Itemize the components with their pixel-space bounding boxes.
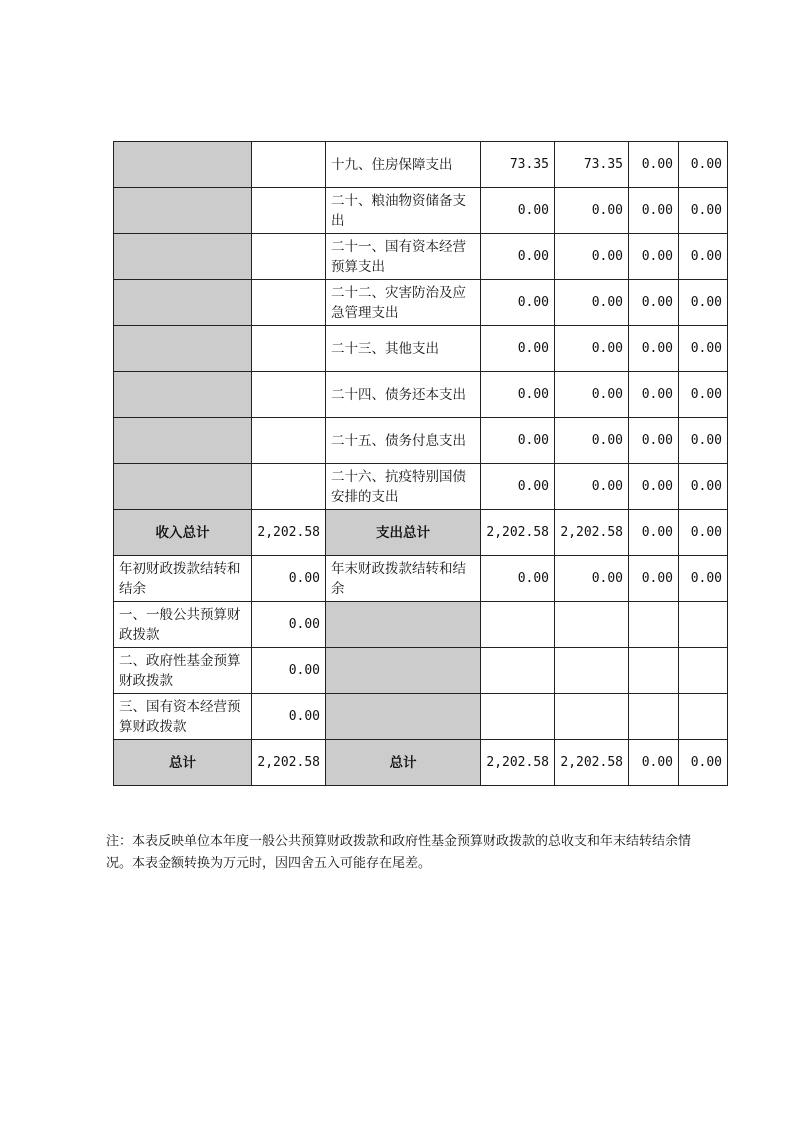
empty-cell xyxy=(629,602,679,648)
expense-item: 二十、粮油物资储备支出 xyxy=(326,188,481,234)
expense-total: 0.00 xyxy=(481,280,555,326)
expense-state: 0.00 xyxy=(679,510,728,556)
expense-state: 0.00 xyxy=(679,326,728,372)
empty-cell xyxy=(481,602,555,648)
expense-general: 73.35 xyxy=(555,142,629,188)
closing-carryover-label: 年末财政拨款结转和结余 xyxy=(326,556,481,602)
empty-income-value-cell xyxy=(252,326,326,372)
empty-cell xyxy=(555,694,629,740)
empty-income-value-cell xyxy=(252,234,326,280)
expense-fund: 0.00 xyxy=(629,234,679,280)
expense-general: 0.00 xyxy=(555,418,629,464)
expense-state: 0.00 xyxy=(679,740,728,786)
expense-general: 0.00 xyxy=(555,464,629,510)
expense-item: 二十三、其他支出 xyxy=(326,326,481,372)
empty-cell xyxy=(679,694,728,740)
expense-state: 0.00 xyxy=(679,464,728,510)
table-row xyxy=(114,372,728,418)
empty-expense-cell xyxy=(326,648,481,694)
expense-total: 0.00 xyxy=(481,372,555,418)
expense-fund: 0.00 xyxy=(629,556,679,602)
table-row xyxy=(114,326,728,372)
income-breakdown-value: 0.00 xyxy=(252,602,326,648)
grand-income-value: 2,202.58 xyxy=(252,740,326,786)
empty-cell xyxy=(555,648,629,694)
expense-total: 2,202.58 xyxy=(481,510,555,556)
grand-total-row xyxy=(114,740,728,786)
expense-total: 0.00 xyxy=(481,234,555,280)
expense-item: 二十二、灾害防治及应急管理支出 xyxy=(326,280,481,326)
expense-state: 0.00 xyxy=(679,280,728,326)
table-row xyxy=(114,280,728,326)
income-breakdown-label: 一、一般公共预算财政拨款 xyxy=(114,602,252,648)
table-row xyxy=(114,234,728,280)
expense-fund: 0.00 xyxy=(629,326,679,372)
empty-income-value-cell xyxy=(252,280,326,326)
expense-total: 0.00 xyxy=(481,556,555,602)
empty-cell xyxy=(481,648,555,694)
opening-carryover-value: 0.00 xyxy=(252,556,326,602)
income-breakdown-value: 0.00 xyxy=(252,694,326,740)
expense-fund: 0.00 xyxy=(629,418,679,464)
budget-table xyxy=(113,141,728,786)
expense-state: 0.00 xyxy=(679,556,728,602)
empty-cell xyxy=(629,648,679,694)
table-row xyxy=(114,648,728,694)
expense-general: 2,202.58 xyxy=(555,740,629,786)
expense-item: 二十五、债务付息支出 xyxy=(326,418,481,464)
expense-general: 0.00 xyxy=(555,280,629,326)
expense-fund: 0.00 xyxy=(629,372,679,418)
empty-income-cell xyxy=(114,464,252,510)
empty-income-value-cell xyxy=(252,188,326,234)
expense-general: 2,202.58 xyxy=(555,510,629,556)
expense-fund: 0.00 xyxy=(629,280,679,326)
empty-cell xyxy=(555,602,629,648)
expense-fund: 0.00 xyxy=(629,740,679,786)
expense-item: 二十六、抗疫特别国债安排的支出 xyxy=(326,464,481,510)
table-row xyxy=(114,694,728,740)
grand-expense-label: 总计 xyxy=(326,740,481,786)
expense-item: 十九、住房保障支出 xyxy=(326,142,481,188)
expense-state: 0.00 xyxy=(679,142,728,188)
expense-fund: 0.00 xyxy=(629,142,679,188)
expense-total: 2,202.58 xyxy=(481,740,555,786)
table-row xyxy=(114,464,728,510)
empty-cell xyxy=(679,602,728,648)
table-row xyxy=(114,188,728,234)
expense-general: 0.00 xyxy=(555,234,629,280)
expense-state: 0.00 xyxy=(679,234,728,280)
empty-income-cell xyxy=(114,188,252,234)
expense-total: 73.35 xyxy=(481,142,555,188)
expense-general: 0.00 xyxy=(555,326,629,372)
expense-total: 0.00 xyxy=(481,464,555,510)
income-breakdown-label: 二、政府性基金预算财政拨款 xyxy=(114,648,252,694)
empty-income-value-cell xyxy=(252,142,326,188)
empty-income-cell xyxy=(114,326,252,372)
expense-item: 二十四、债务还本支出 xyxy=(326,372,481,418)
empty-cell xyxy=(481,694,555,740)
empty-income-cell xyxy=(114,280,252,326)
empty-income-cell xyxy=(114,234,252,280)
expense-general: 0.00 xyxy=(555,372,629,418)
empty-income-cell xyxy=(114,418,252,464)
empty-income-value-cell xyxy=(252,418,326,464)
expense-total: 0.00 xyxy=(481,188,555,234)
expense-item: 二十一、国有资本经营预算支出 xyxy=(326,234,481,280)
empty-income-value-cell xyxy=(252,464,326,510)
expense-fund: 0.00 xyxy=(629,464,679,510)
table-row xyxy=(114,418,728,464)
empty-cell xyxy=(629,694,679,740)
expense-total: 0.00 xyxy=(481,418,555,464)
empty-income-value-cell xyxy=(252,372,326,418)
table-note: 注：本表反映单位本年度一般公共预算财政拨款和政府性基金预算财政拨款的总收支和年末结转结余情况。本表金额转换为万元时，因四舍五入可能存在尾差。 xyxy=(106,834,692,871)
expense-fund: 0.00 xyxy=(629,510,679,556)
table-row xyxy=(114,602,728,648)
expense-general: 0.00 xyxy=(555,188,629,234)
expense-fund: 0.00 xyxy=(629,188,679,234)
carryover-row xyxy=(114,556,728,602)
empty-income-cell xyxy=(114,142,252,188)
empty-income-cell xyxy=(114,372,252,418)
expense-general: 0.00 xyxy=(555,556,629,602)
opening-carryover-label: 年初财政拨款结转和结余 xyxy=(114,556,252,602)
table-row xyxy=(114,142,728,188)
income-total-value: 2,202.58 xyxy=(252,510,326,556)
subtotal-row xyxy=(114,510,728,556)
empty-expense-cell xyxy=(326,602,481,648)
expense-state: 0.00 xyxy=(679,188,728,234)
income-breakdown-value: 0.00 xyxy=(252,648,326,694)
empty-cell xyxy=(679,648,728,694)
income-total-label: 收入总计 xyxy=(114,510,252,556)
grand-income-label: 总计 xyxy=(114,740,252,786)
expense-total-label: 支出总计 xyxy=(326,510,481,556)
income-breakdown-label: 三、国有资本经营预算财政拨款 xyxy=(114,694,252,740)
expense-state: 0.00 xyxy=(679,418,728,464)
expense-state: 0.00 xyxy=(679,372,728,418)
expense-total: 0.00 xyxy=(481,326,555,372)
empty-expense-cell xyxy=(326,694,481,740)
